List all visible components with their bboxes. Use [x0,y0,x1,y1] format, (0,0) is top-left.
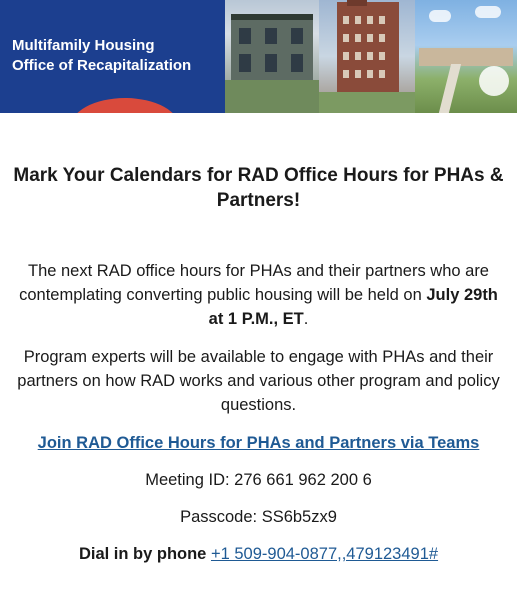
banner-photo-campus [415,0,517,113]
banner-photo-townhouses [225,0,319,113]
email-body [0,163,517,564]
announcement-period: . [303,310,309,328]
banner-brand-panel [0,0,225,113]
banner-title-line2: Office of Recapitalization [12,57,192,74]
dial-in [10,545,507,564]
dial-in-phone-link[interactable]: +1 509-904-0877,,479123491# [210,545,439,563]
headline: Mark Your Calendars for RAD Office Hours for PHAs & Partners! [13,165,504,211]
announcement-text: The next RAD office hours for PHAs and their partners who are contemplating converting public housing will be held on [19,262,489,304]
announcement-paragraph [10,259,507,331]
passcode: Passcode: SS6b5zx9 [180,508,337,526]
banner-title-line1: Multifamily Housing [12,37,155,54]
header-banner [0,0,517,113]
banner-title [12,36,191,76]
banner-photo-brick-tower [319,0,415,113]
program-experts-paragraph: Program experts will be available to engage with PHAs and their partners on how RAD works and various other program and policy questions. [17,348,500,414]
dial-in-label: Dial in by phone [78,545,207,563]
join-teams-link[interactable]: Join RAD Office Hours for PHAs and Partners via Teams [37,434,480,452]
decorative-red-shape [70,98,180,113]
announcement-date: July 29th at 1 P.M., ET [208,286,498,328]
meeting-id: Meeting ID: 276 661 962 200 6 [145,471,372,489]
